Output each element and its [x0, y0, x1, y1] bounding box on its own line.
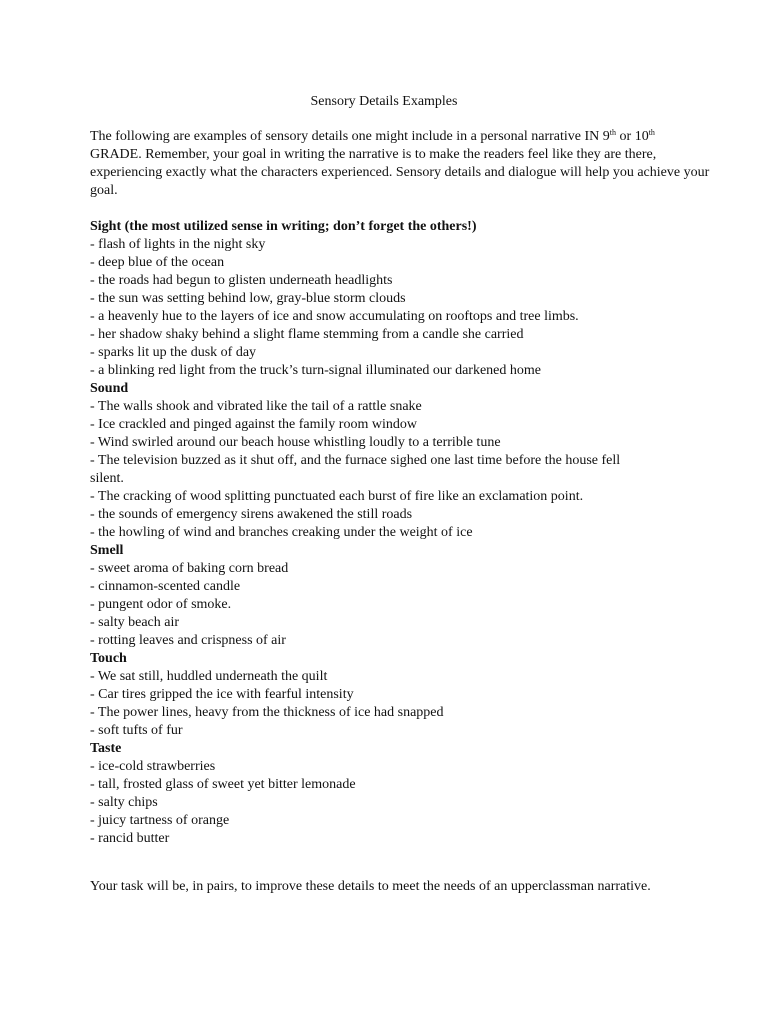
list-item: - rancid butter — [90, 831, 170, 846]
superscript-th-1: th — [609, 128, 617, 137]
closing-text: Your task will be, in pairs, to improve these details to meet the needs of an upperclassman narrative. — [90, 879, 651, 894]
list-item: - soft tufts of fur — [90, 723, 183, 738]
section-heading-smell: Smell — [90, 543, 124, 558]
section-taste — [90, 740, 710, 848]
list-item: - The power lines, heavy from the thickness of ice had snapped — [90, 705, 444, 720]
list-item: - deep blue of the ocean — [90, 255, 225, 270]
sensory-sections — [90, 218, 710, 848]
list-item: - salty chips — [90, 795, 158, 810]
list-item: - We sat still, huddled underneath the quilt — [90, 669, 328, 684]
section-heading-sound: Sound — [90, 381, 129, 396]
list-item: - pungent odor of smoke. — [90, 597, 232, 612]
list-item: - sparks lit up the dusk of day — [90, 345, 257, 360]
section-touch — [90, 650, 710, 740]
list-item: - The cracking of wood splitting punctuated each burst of fire like an exclamation point. — [90, 489, 584, 504]
list-item: - The television buzzed as it shut off, and the furnace sighed one last time before the house fell silent. — [90, 453, 621, 486]
list-item: - Car tires gripped the ice with fearful intensity — [90, 687, 354, 702]
intro-text-part-3: GRADE. Remember, your goal in writing the narrative is to make the readers feel like they are there, experiencing exactly what the characters experienced. Sensory details and dialogue will help you achieve your goal. — [90, 147, 710, 198]
section-sound — [90, 380, 710, 542]
list-item: - a blinking red light from the truck’s turn-signal illuminated our darkened home — [90, 363, 542, 378]
section-heading-sight: Sight (the most utilized sense in writing; don’t forget the others!) — [90, 219, 477, 234]
intro-text-part-2: or 10 — [616, 129, 649, 144]
list-item: - tall, frosted glass of sweet yet bitter lemonade — [90, 777, 356, 792]
list-item: - Ice crackled and pinged against the family room window — [90, 417, 417, 432]
intro-paragraph — [90, 128, 710, 200]
list-item: - cinnamon-scented candle — [90, 579, 241, 594]
section-heading-taste: Taste — [90, 741, 122, 756]
section-sight — [90, 218, 710, 380]
list-item: - her shadow shaky behind a slight flame stemming from a candle she carried — [90, 327, 524, 342]
list-item: - Wind swirled around our beach house whistling loudly to a terrible tune — [90, 435, 501, 450]
list-item: - rotting leaves and crispness of air — [90, 633, 286, 648]
list-item: - sweet aroma of baking corn bread — [90, 561, 289, 576]
superscript-th-2: th — [648, 128, 655, 137]
list-item: - ice-cold strawberries — [90, 759, 216, 774]
list-item: - the sun was setting behind low, gray-blue storm clouds — [90, 291, 406, 306]
list-item: - salty beach air — [90, 615, 180, 630]
section-heading-touch: Touch — [90, 651, 127, 666]
document-title: Sensory Details Examples — [310, 94, 458, 109]
closing-paragraph — [90, 878, 730, 896]
intro-text-part-1: The following are examples of sensory details one might include in a personal narrative IN 9 — [90, 129, 610, 144]
list-item: - the howling of wind and branches creaking under the weight of ice — [90, 525, 473, 540]
list-item: - juicy tartness of orange — [90, 813, 230, 828]
section-smell — [90, 542, 710, 650]
list-item: - a heavenly hue to the layers of ice and snow accumulating on rooftops and tree limbs. — [90, 309, 579, 324]
list-item: - The walls shook and vibrated like the tail of a rattle snake — [90, 399, 422, 414]
list-item: - the roads had begun to glisten underneath headlights — [90, 273, 393, 288]
list-item: - flash of lights in the night sky — [90, 237, 266, 252]
list-item: - the sounds of emergency sirens awakened the still roads — [90, 507, 413, 522]
